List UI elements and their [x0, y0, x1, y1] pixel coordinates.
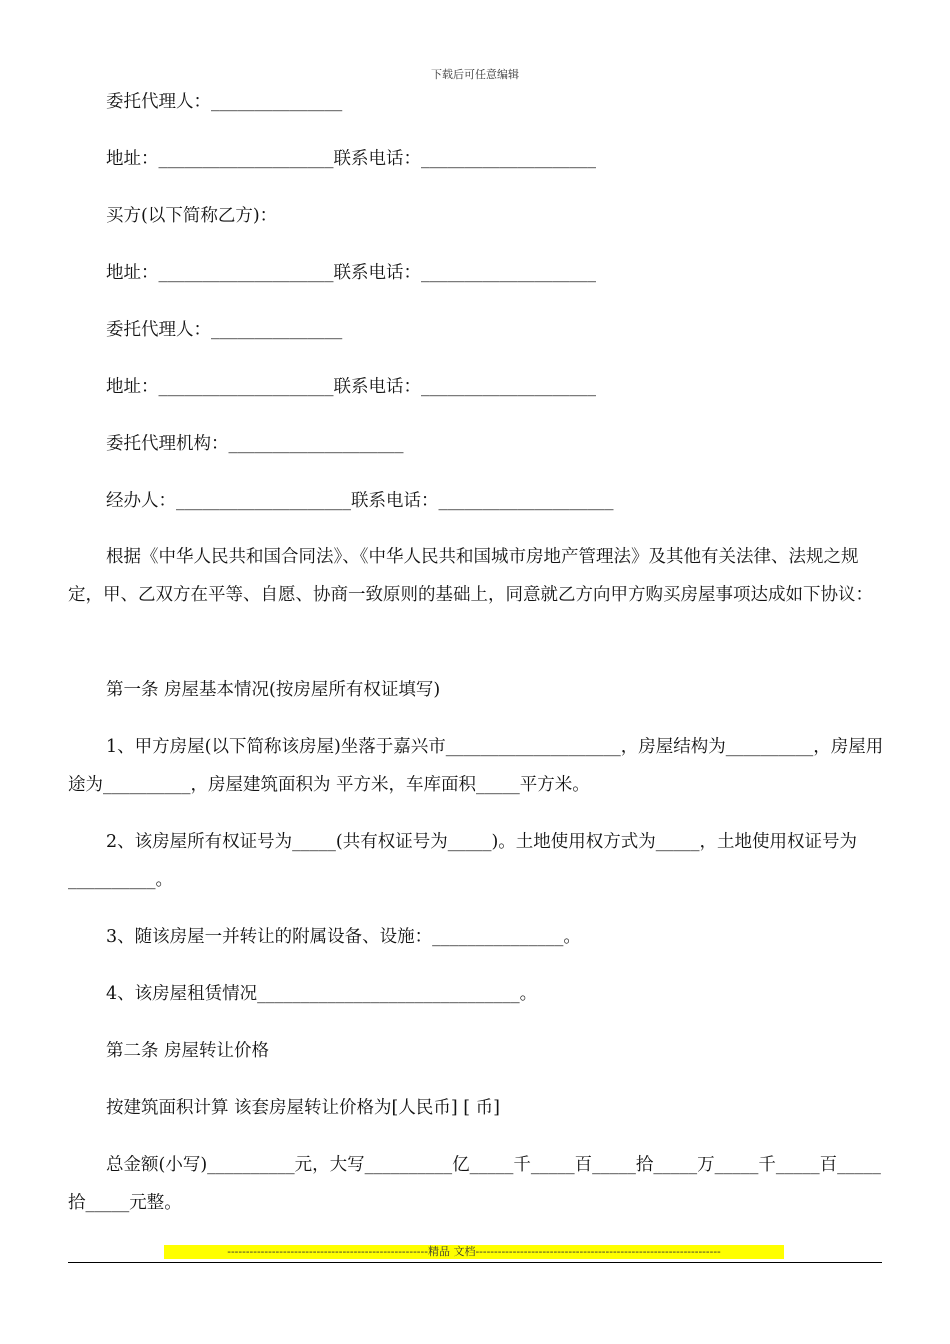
buyer-line: 买方(以下简称乙方)： [106, 206, 278, 226]
clause-1-2: 2、该房屋所有权证号为_____(共有权证号为_____)。土地使用权方式为_____，土地使用权证号为__________。 [68, 832, 858, 890]
address-phone-line-2: 地址：____________________联系电话：____________________ [106, 263, 596, 283]
article-2-heading: 第二条 房屋转让价格 [106, 1041, 270, 1061]
total-amount: 总金额(小写)__________元，大写__________亿_____千_____百_____拾_____万_____千_____百_____拾_____元整。 [68, 1155, 881, 1213]
address-phone-line-1: 地址：____________________联系电话：____________________ [106, 149, 596, 169]
article-1-heading: 第一条 房屋基本情况(按房屋所有权证填写) [106, 680, 441, 700]
clause-1-3: 3、随该房屋一并转让的附属设备、设施：_______________。 [106, 927, 581, 947]
intro-paragraph: 根据《中华人民共和国合同法》、《中华人民共和国城市房地产管理法》及其他有关法律、法规之规定，甲、乙双方在平等、自愿、协商一致原则的基础上，同意就乙方向甲方购买房屋事项达成如下协议： [68, 547, 873, 605]
clause-1-4: 4、该房屋租赁情况______________________________。 [106, 984, 538, 1004]
address-phone-line-3: 地址：____________________联系电话：____________________ [106, 377, 596, 397]
footer-rule [68, 1262, 882, 1263]
handler-phone-line: 经办人：____________________联系电话：____________________ [106, 491, 614, 511]
agent-line-2: 委托代理人：_______________ [106, 320, 343, 340]
agency-line: 委托代理机构：____________________ [106, 434, 404, 454]
footer-banner: ------------------------------------------------------精品 文档------------------------------------------------------------------ [164, 1245, 784, 1259]
header-note: 下载后可任意编辑 [431, 68, 519, 81]
clause-1-1: 1、甲方房屋(以下简称该房屋)坐落于嘉兴市____________________，房屋结构为__________，房屋用途为__________，房屋建筑面积为 平方米，车库面积_____平方米。 [68, 737, 884, 795]
agent-line-1: 委托代理人：_______________ [106, 92, 343, 112]
price-basis: 按建筑面积计算 该套房屋转让价格为[人民币] [ 币] [106, 1098, 500, 1118]
